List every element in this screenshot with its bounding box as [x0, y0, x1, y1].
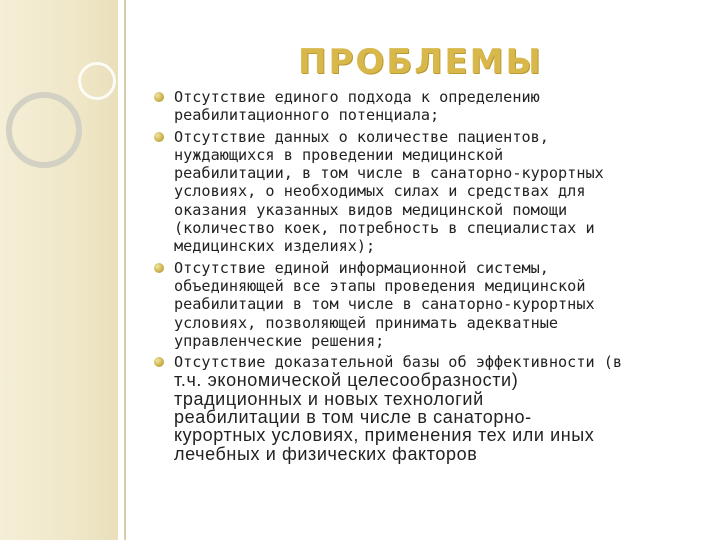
list-item-line: реабилитации в том числе в санаторно-	[174, 407, 532, 428]
bullet-icon	[154, 357, 164, 367]
list-item	[152, 128, 712, 256]
bullet-icon	[154, 92, 164, 102]
list-item-line: традиционных и новых технологий	[174, 388, 484, 409]
list-item-line: реабилитации в том числе в санаторно-курортных	[174, 295, 595, 314]
list-item-line: оказания указанных видов медицинской помощи	[174, 200, 568, 219]
list-item-line: Отсутствие единого подхода к определению	[174, 88, 540, 106]
list-item	[152, 88, 712, 125]
decorative-small-ring-icon	[78, 62, 116, 100]
bullet-icon	[154, 132, 164, 142]
list-item-line: условиях, о необходимых силах и средствах для	[174, 182, 586, 201]
list-item-line: реабилитационного потенциала;	[174, 106, 440, 125]
list-item-line: управленческие решения;	[174, 331, 385, 350]
problems-list	[152, 88, 712, 466]
list-item-line: медицинских изделиях);	[174, 237, 376, 256]
list-item-line: Отсутствие единой информационной системы,	[174, 258, 549, 277]
slide-title: ПРОБЛЕМЫ	[298, 42, 543, 82]
list-item	[152, 259, 712, 350]
list-item-line: (количество коек, потребность в специалистах и	[174, 219, 595, 238]
bullet-icon	[154, 263, 164, 273]
list-item-line: Отсутствие доказательной базы об эффективности (в	[174, 353, 623, 372]
list-item-line: т.ч. экономической целесообразности)	[174, 370, 519, 391]
list-item	[152, 353, 712, 463]
list-item-line: реабилитации, в том числе в санаторно-курортных	[174, 164, 604, 183]
list-item-line: нуждающихся в проведении медицинской	[174, 145, 504, 164]
decorative-ring-icon	[6, 92, 82, 168]
list-item-line: курортных условиях, применения тех или иных	[174, 425, 595, 446]
list-item-line: условиях, позволяющей принимать адекватные	[174, 313, 559, 332]
list-item-line: Отсутствие данных о количестве пациентов,	[174, 127, 549, 146]
decorative-vertical-line	[124, 0, 126, 540]
list-item-line: объединяющей все этапы проведения медицинской	[174, 276, 586, 295]
list-item-line: лечебных и физических факторов	[174, 443, 478, 464]
